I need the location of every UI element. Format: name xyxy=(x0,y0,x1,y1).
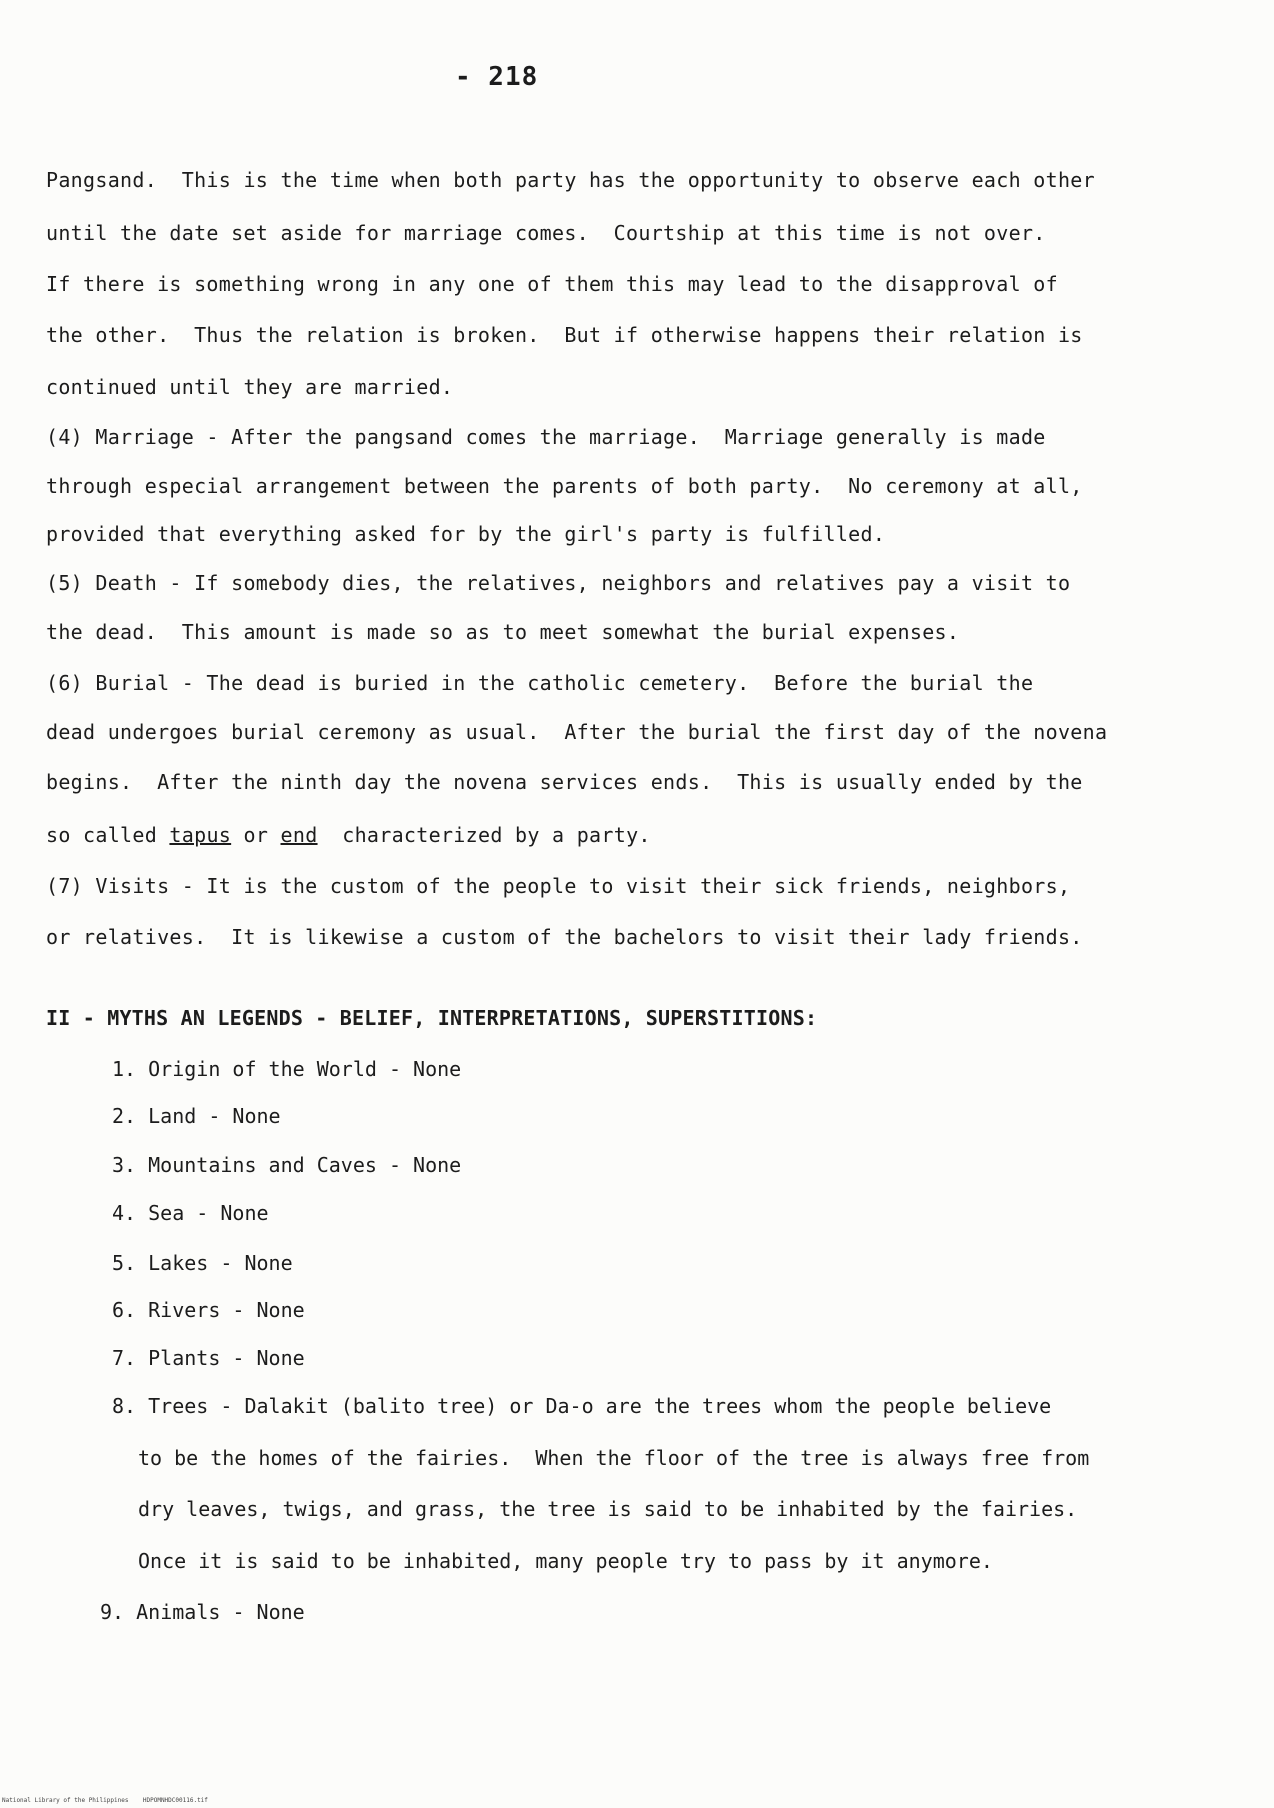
text-line-visits: (7) Visits - It is the custom of the people to visit their sick friends, neighbors, xyxy=(46,874,1071,898)
list-item: 4. Sea - None xyxy=(112,1201,269,1225)
text-fragment: so called xyxy=(46,823,170,847)
underlined-term-tapus: tapus xyxy=(169,823,232,847)
text-line: provided that everything asked for by the girl's party is fulfilled. xyxy=(46,522,886,546)
list-item: 7. Plants - None xyxy=(112,1346,305,1370)
text-fragment: or xyxy=(231,823,281,847)
list-item-continuation: Once it is said to be inhabited, many people try to pass by it anymore. xyxy=(138,1549,993,1573)
text-line-marriage: (4) Marriage - After the pangsand comes the marriage. Marriage generally is made xyxy=(46,425,1046,449)
text-line: continued until they are married. xyxy=(46,375,454,399)
text-line: begins. After the ninth day the novena services ends. This is usually ended by the xyxy=(46,770,1083,794)
list-item: 2. Land - None xyxy=(112,1104,281,1128)
list-item: 9. Animals - None xyxy=(100,1600,305,1624)
list-item: 3. Mountains and Caves - None xyxy=(112,1153,462,1177)
text-line-death: (5) Death - If somebody dies, the relatives, neighbors and relatives pay a visit to xyxy=(46,571,1071,595)
text-line: Pangsand. This is the time when both party has the opportunity to observe each other xyxy=(46,168,1095,192)
text-line: through especial arrangement between the parents of both party. No ceremony at all, xyxy=(46,474,1083,498)
text-line: until the date set aside for marriage comes. Courtship at this time is not over. xyxy=(46,221,1046,245)
list-item: 6. Rivers - None xyxy=(112,1298,305,1322)
page-number: - 218 xyxy=(455,62,539,92)
text-line-tapus xyxy=(46,823,651,847)
list-item-continuation: to be the homes of the fairies. When the floor of the tree is always free from xyxy=(138,1446,1090,1470)
text-line: or relatives. It is likewise a custom of the bachelors to visit their lady friends. xyxy=(46,925,1083,949)
text-line: the other. Thus the relation is broken. But if otherwise happens their relation is xyxy=(46,323,1083,347)
list-item: 8. Trees - Dalakit (balito tree) or Da-o are the trees whom the people believe xyxy=(112,1394,1052,1418)
text-line: the dead. This amount is made so as to meet somewhat the burial expenses. xyxy=(46,620,960,644)
text-line-burial: (6) Burial - The dead is buried in the catholic cemetery. Before the burial the xyxy=(46,671,1034,695)
text-line: If there is something wrong in any one of them this may lead to the disapproval of xyxy=(46,272,1058,296)
section-heading: II - MYTHS AN LEGENDS - BELIEF, INTERPRETATIONS, SUPERSTITIONS: xyxy=(46,1006,818,1030)
list-item: 1. Origin of the World - None xyxy=(112,1057,462,1081)
list-item-continuation: dry leaves, twigs, and grass, the tree is said to be inhabited by the fairies. xyxy=(138,1497,1078,1521)
text-fragment: characterized by a party. xyxy=(317,823,651,847)
underlined-term-end: end xyxy=(280,823,318,847)
text-line: dead undergoes burial ceremony as usual. After the burial the first day of the novena xyxy=(46,720,1108,744)
footer-caption: National Library of the Philippines HDPOMNHDC00116.tif xyxy=(2,1797,208,1804)
list-item: 5. Lakes - None xyxy=(112,1251,293,1275)
